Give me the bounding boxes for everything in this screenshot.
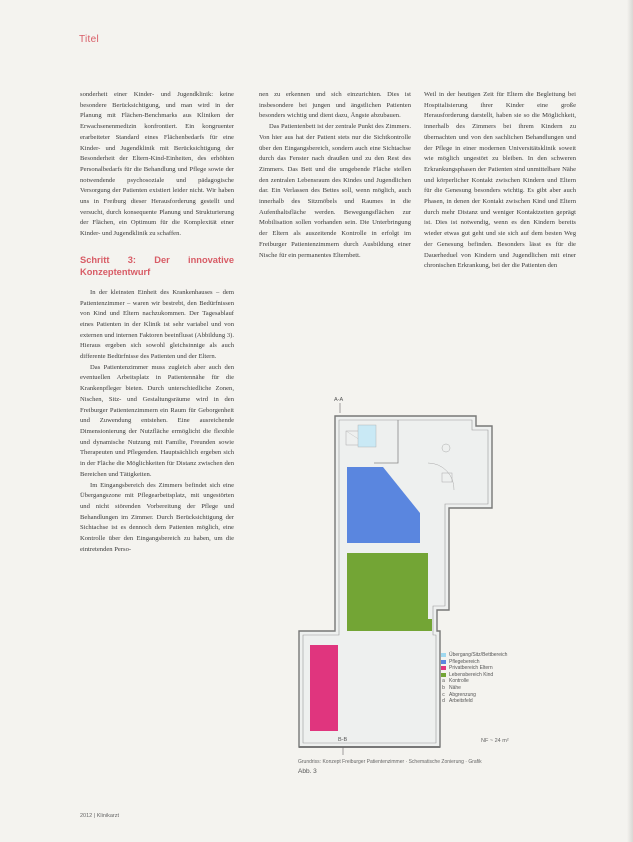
- legend-swatch: [441, 653, 446, 657]
- paragraph: In der kleinsten Einheit des Krankenhauses – dem Patientenzimmer – waren wir bestrebt, den Bedürfnissen von Kind und Eltern nachzukommen. Der Tagesablauf eines Patienten in der Klinik ist sehr variabel und von externen und internen Faktoren beeinflusst (Abbildung 3). Hieraus ergeben sich sowohl gleichsinnige als auch differente Bedürfnisse des Patienten und der Eltern.: [80, 288, 234, 361]
- child-zone: [347, 553, 432, 631]
- legend-swatch: [441, 666, 446, 670]
- legend-item: Privatbereich Eltern: [441, 665, 507, 672]
- legend-item: Lebensbereich Kind: [441, 672, 507, 679]
- section-marker-bottom: B-B: [338, 737, 348, 743]
- entry-zone: [358, 425, 376, 447]
- paragraph: Das Patientenbett ist der zentrale Punkt des Zimmers. Von hier aus hat der Patient stets nur die Sichtkontrolle über den Eingangsbereich, sondern auch eine Sichtachse durch das Fenster nach draußen und zu den Rest des Zimmers. Das Bett und die umgebende Fläche stellen den zentralen Lebensraum des Kindes und Jugendlichen dar. Ein Verlassen des Bettes soll, wenn möglich, auch innerhalb des Sitzmöbels und Raumes in die Aufenthaltsfläche werden. Bewegungsflächen zur Mobilisation sollen vorhanden sein. Die Unterbringung der Eltern als auszeitende Kontrolle in erfolgt im Freiburger Patientenzimmern durch Ausbildung einer Nische für ein permanentes Elternbett.: [259, 123, 411, 259]
- page-edge: [627, 0, 633, 842]
- text-column-3: [424, 90, 576, 272]
- page-footer: 2012 | Klinikarzt: [80, 813, 120, 819]
- running-head: Titel: [79, 34, 100, 45]
- legend-swatch: [441, 660, 446, 664]
- legend-item: a Kontrolle: [442, 678, 469, 685]
- legend-item: b Nähe: [442, 684, 461, 691]
- paragraph: Im Eingangsbereich des Zimmers befindet sich eine Übergangszone mit Pflegearbeitsplatz, mit ungestörten und nicht störenden Vorbereitung der Pflege und Behandlungen im Zimmer. Durch Berücksichtigung der Sichtachse ist es dennoch dem Patienten möglich, eine Kontrolle über den Eingangsbereich zu haben, um die eintretenden Perso-: [80, 481, 234, 553]
- paragraph: Das Patientenzimmer muss zugleich aber auch den eventuellen Arbeitsplatz in Patientennähe für die Krankenpfleger bieten. Durch unterschiedliche Zonen, Nischen, Sitz- und Gestaltungsräume wird in den Freiburger Patientenzimmern ein Raum für Geborgenheit und Zuwendung entstehen. Eine ausreichende Dimensionierung der Nutzfläche ermöglicht die flexible und dynamische Nutzung mit Familie, Freunden sowie Therapeuten und Pflegenden. Hauptsächlich ergeben sich in der Fläche die Möglichkeiten für Distanz zwischen den Bereichen und Tätigkeiten.: [80, 363, 234, 478]
- figure-legend: [441, 652, 507, 705]
- legend-item: c Abgrenzung: [442, 691, 476, 698]
- figure-caption: Grundriss: Konzept Freiburger Patientenzimmer · Schematische Zonierung · Grafik: [298, 759, 482, 765]
- parent-zone: [310, 645, 338, 731]
- text-column-1: [80, 90, 234, 555]
- text-column-2: [259, 90, 411, 261]
- paragraph: nen zu erkennen und sich einzurichten. Dies ist insbesondere bei jungen und ängstlichen Patienten besonders wichtig und dient dazu, Ängste abzubauen.: [259, 91, 411, 120]
- section-heading: Schritt 3: Der innovative Konzeptentwurf: [80, 254, 234, 277]
- figure-label: Abb. 3: [298, 768, 317, 775]
- legend-item: Übergang/Sitz/Bettbereich: [441, 652, 507, 659]
- legend-item: Pflegebereich: [441, 659, 507, 666]
- paragraph: sonderheit einer Kinder- und Jugendklinik: keine besondere Berücksichtigung, und man wird in der Planung mit Flächen-Benchmarks aus Kliniken der Erwachsenenmedizin konfrontiert. Ein kongruenter erarbeiteter Standard eines Flächenbedarfs für eine Kinder- und Jugendklinik mit Berücksichtigung der Besonderheit der Eltern-Kind-Einheiten, des erhöhten Personalbedarfs für die Behandlung und Pflege sowie der notwendende psychosoziale und pädagogische Versorgung der Patienten existiert leider nicht. Wir haben uns in Freiburg dieser Herausforderung gestellt und versucht, durch konsequente Planung und Strukturierung der Flächen, ein Optimum für die Komplexität einer Kinder- und Jugendklinik zu schaffen.: [80, 91, 234, 238]
- legend-swatch: [441, 673, 446, 677]
- paragraph: Weil in der heutigen Zeit für Eltern die Begleitung bei Hospitalisierung ihrer Kinder eine große Herausforderung darstellt, haben sie so die Möglichkeit, innerhalb des Zimmers bei ihrem Kindern zu übernachten und von den sachlichen Behandlungen und der Pflege in einer modernen Universitätsklinik soweit wie möglich ungestört zu bleiben. In den schweren Erkrankungsphasen der Patienten sind unmittelbare Nähe und körperlicher Kontakt zwischen Kindern und Eltern für die Genesung besonders wichtig. Es gibt aber auch Phasen, in denen der Kontakt zwischen Kind und Eltern durch mehr Distanz und weniger Kontaktzeiten geprägt ist. Dies ist notwendig, wenn es den Kindern bereits wieder etwas gut geht und sie sich auf dem besten Weg der Genesung befinden. Besonders lässt es für die Dauerheduel von Kindern und Jugendlichen mit einer chronischen Erkrankung, bei der die Patienten den: [424, 91, 576, 270]
- scale-label: NF ~ 24 m²: [481, 738, 509, 744]
- section-marker-top: A-A: [334, 397, 344, 403]
- legend-item: d Arbeitsfeld: [442, 698, 473, 705]
